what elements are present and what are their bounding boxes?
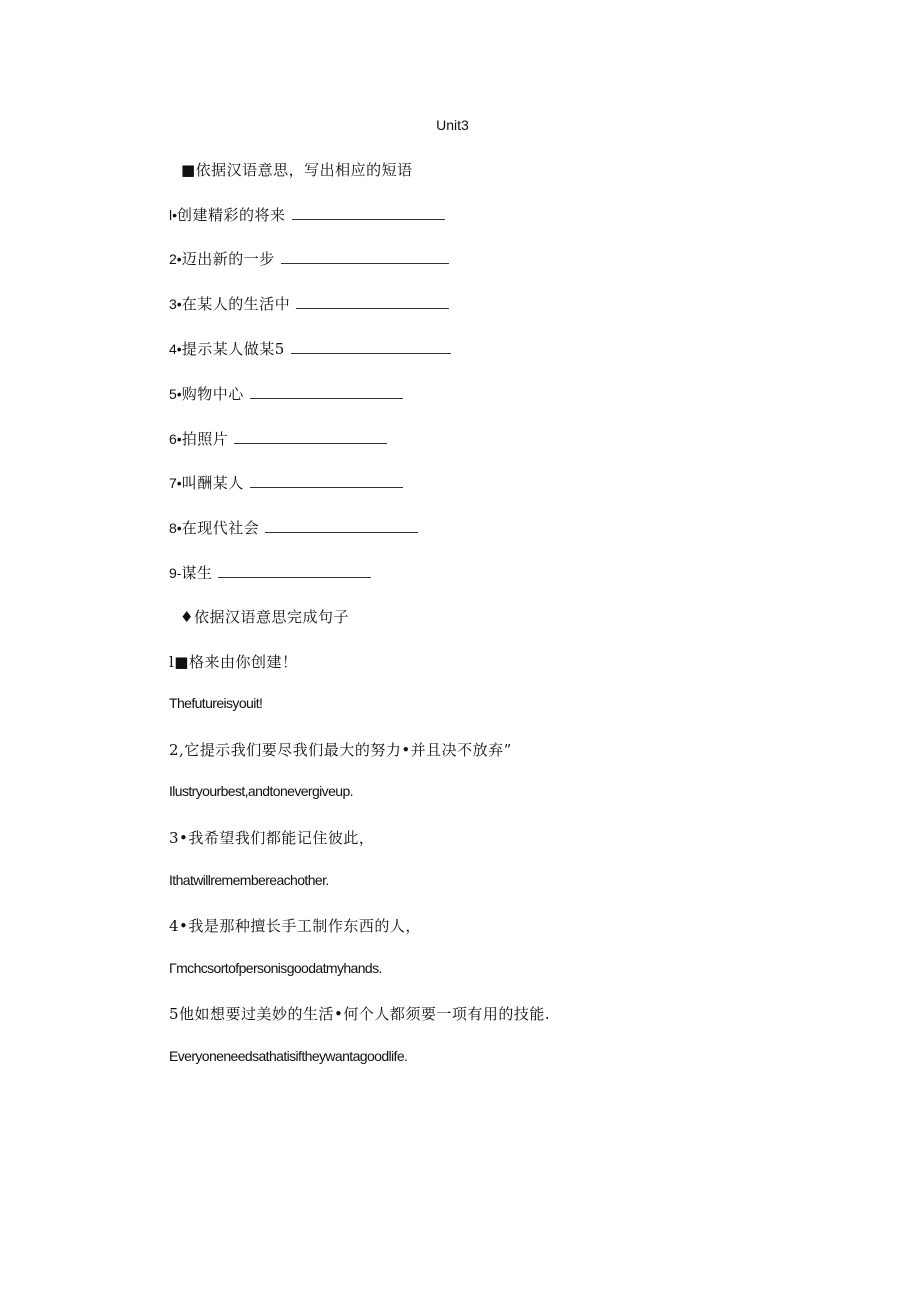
phrase-item — [169, 383, 403, 404]
phrase-item — [169, 248, 449, 269]
item-text: 提示某人做某5 — [181, 340, 285, 358]
item-number: 6• — [169, 431, 182, 447]
sentence-english: Thefutureisyouit! — [169, 695, 263, 711]
answer-blank[interactable] — [281, 249, 449, 264]
sentence-english: Γmchcsortofpersonisgoodatmyhands. — [169, 960, 382, 976]
phrase-item — [169, 472, 403, 493]
item-text: 谋生 — [181, 564, 213, 582]
phrase-item — [169, 562, 371, 583]
section2-heading: ♦依据汉语意思完成句子 — [180, 608, 349, 626]
item-number: 9- — [169, 565, 182, 581]
section1-heading: ■依据汉语意思，写出相应的短语 — [181, 161, 413, 179]
sentence-english: Ithatwillremembereachother. — [169, 872, 329, 888]
sentence-chinese: l■格来由你创建！ — [169, 653, 298, 671]
item-number: 7• — [169, 475, 182, 491]
item-number: 4• — [169, 341, 182, 357]
item-number: 3• — [169, 296, 182, 312]
sentence-english: Everyoneneedsathatisiftheywantagoodlife. — [169, 1048, 408, 1064]
sentence-chinese: 4•我是那种擅长手工制作东西的人， — [169, 917, 421, 935]
phrase-item — [169, 428, 387, 449]
page-title: Unit3 — [436, 117, 469, 133]
item-text: 迈出新的一步 — [181, 250, 275, 268]
phrase-item — [169, 338, 451, 359]
sentence-chinese: 2,它提示我们要尽我们最大的努力•并且决不放弃” — [169, 741, 512, 759]
answer-blank[interactable] — [218, 563, 371, 578]
item-number: 2• — [169, 251, 182, 267]
item-text: 在某人的生活中 — [181, 295, 291, 313]
sentence-english: Ilustryourbest,andtonevergiveup. — [169, 783, 353, 799]
phrase-item — [169, 204, 445, 225]
sentence-chinese: 3•我希望我们都能记住彼此， — [169, 829, 375, 847]
item-text: 购物中心 — [181, 385, 244, 403]
sentence-chinese: 5他如想要过美妙的生活•何个人都须要一项有用的技能. — [169, 1005, 551, 1023]
item-number: 8• — [169, 520, 182, 536]
phrase-item — [169, 293, 449, 314]
answer-blank[interactable] — [296, 294, 449, 309]
answer-blank[interactable] — [250, 384, 403, 399]
item-text: 创建精彩的将来 — [177, 206, 286, 224]
item-number: 5• — [169, 386, 182, 402]
phrase-item — [169, 517, 418, 538]
answer-blank[interactable] — [250, 473, 403, 488]
answer-blank[interactable] — [291, 339, 451, 354]
answer-blank[interactable] — [265, 518, 418, 533]
answer-blank[interactable] — [292, 205, 445, 220]
item-text: 拍照片 — [181, 430, 229, 448]
answer-blank[interactable] — [234, 429, 387, 444]
item-text: 叫酬某人 — [181, 474, 244, 492]
item-text: 在现代社会 — [181, 519, 260, 537]
item-number: l• — [169, 207, 178, 223]
